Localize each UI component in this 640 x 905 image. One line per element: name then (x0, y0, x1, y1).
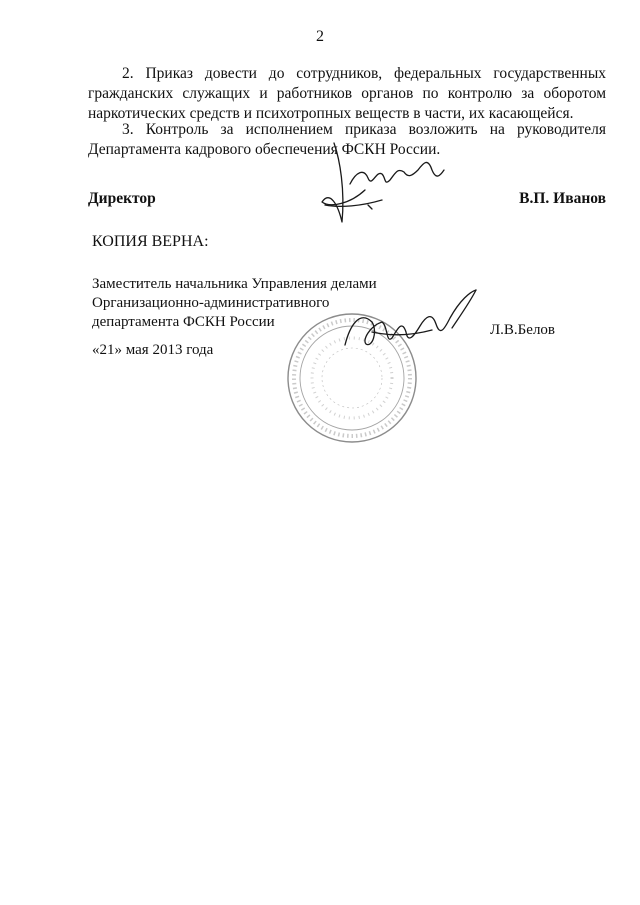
paragraph-2: 2. Приказ довести до сотрудников, федеральных государственных гражданских служащих и работников органов по контролю за оборотом наркотических средств и психотропных веществ в части, их касающейся. (88, 65, 606, 122)
page-number: 2 (316, 28, 324, 45)
certifier-name: Л.В.Белов (490, 322, 556, 338)
director-name: В.П. Иванов (519, 190, 606, 207)
certifier-position-line-2: Организационно-административного (92, 295, 330, 311)
copy-certified-label: КОПИЯ ВЕРНА: (92, 233, 209, 250)
certification-date: «21» мая 2013 года (92, 342, 214, 358)
director-title: Директор (88, 190, 156, 207)
certifier-position-line-3: департамента ФСКН России (92, 314, 275, 330)
certifier-position (92, 275, 377, 332)
official-seal (288, 314, 416, 442)
certifier-position-line-1: Заместитель начальника Управления делами (92, 276, 377, 292)
paragraph-3: 3. Контроль за исполнением приказа возложить на руководителя Департамента кадрового обеспечения ФСКН России. (88, 121, 606, 158)
